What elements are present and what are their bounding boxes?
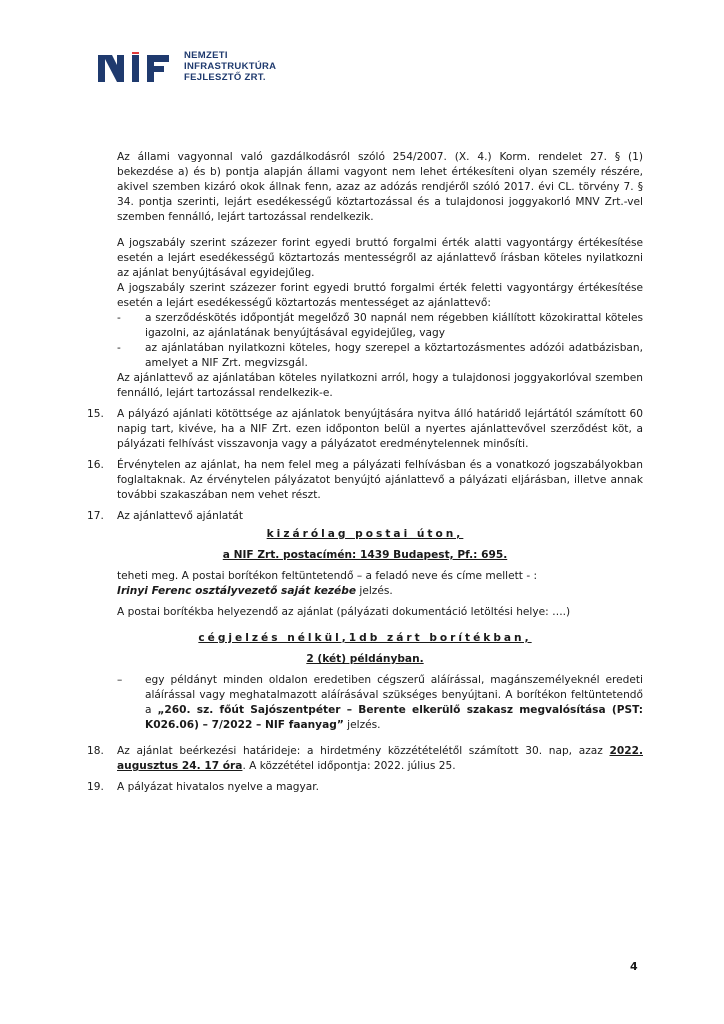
copy-detail: – egy példányt minden oldalon eredetiben cégszerű aláírással, magánszemélyeknél eredeti aláírással vagy meghatalmazott aláírásával szükséges benyújtani. A borítékon feltüntetendő a „260. sz. főút Sajószentpéter – Berente elkerülő szakasz megvalósítása (PST: K026.06) – 7/2022 – NIF faanyag” jelzés. — [117, 674, 644, 731]
para-intro: Az állami vagyonnal való gazdálkodásról szóló 254/2007. (X. 4.) Korm. rendelet 27. § (1) bekezdése a) és b) pontja alapján állami vagyont nem lehet értékesíteni olyan személy részére, akivel szemben kizáró okok állnak fenn, azaz az adózás rendjéről szóló 2017. évi CL. törvény 7. § 34. pontja szerinti, lejárt esedékességű köztartozással és a tulajdonosi joggyakorló MNV Zrt.-vel szemben fennálló, lejárt tartozással rendelkezik. — [117, 151, 643, 223]
logo-wordmark — [184, 50, 276, 83]
item-15-text: A pályázó ajánlati kötöttsége az ajánlatok benyújtására nyitva álló határidő lejártától számított 60 napig tart, kivéve, ha a NIF Zrt. ezen időponton belül a nyertes ajánlattevővel szerződést köt, a pályázati felhívást visszavonja vagy a pályázatot eredménytelennek minősíti. — [117, 408, 643, 450]
logo-line-1: NEMZETI — [184, 50, 228, 61]
para-owner-declaration: Az ajánlattevő az ajánlatában köteles nyilatkozni arról, hogy a tulajdonosi joggyakorlóval szemben fennálló, lejárt tartozással rendelkezik-e. — [117, 372, 643, 399]
item-17-intro: Az ajánlattevő ajánlatát — [117, 510, 244, 522]
list-item: - a szerződéskötés időpontját megelőző 30 napnál nem régebben kiállított közokirattal köteles igazolni, az ajánlatának benyújtásával egyidejűleg, vagy — [117, 312, 643, 339]
no-branding: cégjelzés nélkül,1db zárt borítékban, — [198, 632, 532, 644]
para-above-threshold: A jogszabály szerint százezer forint egyedi bruttó forgalmi érték feletti vagyontárgy értékesítése esetén a lejárt esedékességű köztartozás mentességet az ajánlattevő: — [117, 282, 643, 309]
page-number: 4 — [630, 960, 638, 973]
item-19: 19. A pályázat hivatalos nyelve a magyar. — [87, 781, 319, 793]
logo-line-3: FEJLESZTŐ ZRT. — [184, 72, 266, 83]
logo-line-2: INFRASTRUKTÚRA — [184, 61, 277, 72]
document-body — [87, 150, 643, 795]
list-item-text: az ajánlatában nyilatkozni köteles, hogy szerepel a köztartozásmentes adózói adatbázisban, amelyet a NIF Zrt. megvizsgál. — [145, 342, 643, 369]
item-18: 18. Az ajánlat beérkezési határideje: a hirdetmény közzétételétől számított 30. nap, azaz 2022. augusztus 24. 17 óra. A közzététel időpontja: 2022. július 25. — [87, 745, 643, 772]
list-item: - az ajánlatában nyilatkozni köteles, hogy szerepel a köztartozásmentes adózói adatbázisban, amelyet a NIF Zrt. megvizsgál. — [117, 342, 643, 369]
item-19-text: A pályázat hivatalos nyelve a magyar. — [117, 781, 319, 793]
deadline: 2022. augusztus 24. 17 óra — [117, 745, 643, 772]
item-16: 16. Érvénytelen az ajánlat, ha nem felel meg a pályázati felhívásban és a vonatkozó jogszabályokban foglaltaknak. Az érvénytelen pályázatot benyújtó ajánlattevő a pályázati eljárásban, illetve annak további szakaszában nem vehet részt. — [87, 459, 643, 501]
postal-only: kizárólag postai úton, — [266, 528, 464, 540]
para-below-threshold: A jogszabály szerint százezer forint egyedi bruttó forgalmi érték alatti vagyontárgy értékesítése esetén a lejárt esedékességű köztartozás mentességről az ajánlattevő írásban köteles nyilatkozni az ajánlat benyújtásával egyidejűleg. — [117, 237, 643, 279]
may-submit: teheti meg. A postai borítékon feltüntetendő – a feladó neve és címe mellett - : Irinyi Ferenc osztályvezető saját kezébe jelzés. — [117, 570, 538, 597]
list-item-text: a szerződéskötés időpontját megelőző 30 napnál nem régebben kiállított közokirattal köteles igazolni, az ajánlatának benyújtásával egyidejűleg, vagy — [145, 312, 643, 339]
item-17: 17. Az ajánlattevő ajánlatát — [87, 510, 244, 522]
recipient: Irinyi Ferenc osztályvezető saját kezébe — [117, 585, 357, 597]
project-title: „260. sz. főút Sajószentpéter – Berente elkerülő szakasz megvalósítása (PST: K026.06) – 7/2022 – NIF faanyag” — [145, 704, 644, 731]
nif-logo-icon — [98, 52, 174, 82]
item-16-text: Érvénytelen az ajánlat, ha nem felel meg a pályázati felhívásban és a vonatkozó jogszabályokban foglaltaknak. Az érvénytelen pályázatot benyújtó ajánlattevő a pályázati eljárásban, illetve annak további szakaszában nem vehet részt. — [117, 459, 643, 501]
item-15: 15. A pályázó ajánlati kötöttsége az ajánlatok benyújtására nyitva álló határidő lejártától számított 60 napig tart, kivéve, ha a NIF Zrt. ezen időponton belül a nyertes ajánlattevővel szerződést köt, a pályázati felhívást visszavonja vagy a pályázatot eredménytelennek minősíti. — [87, 408, 643, 450]
copies: 2 (két) példányban. — [306, 653, 424, 665]
postal-address: a NIF Zrt. postacímén: 1439 Budapest, Pf.: 695. — [222, 549, 508, 561]
envelope-note: A postai borítékba helyezendő az ajánlat (pályázati dokumentáció letöltési helye: ….) — [117, 606, 571, 618]
nif-logo — [98, 50, 276, 83]
